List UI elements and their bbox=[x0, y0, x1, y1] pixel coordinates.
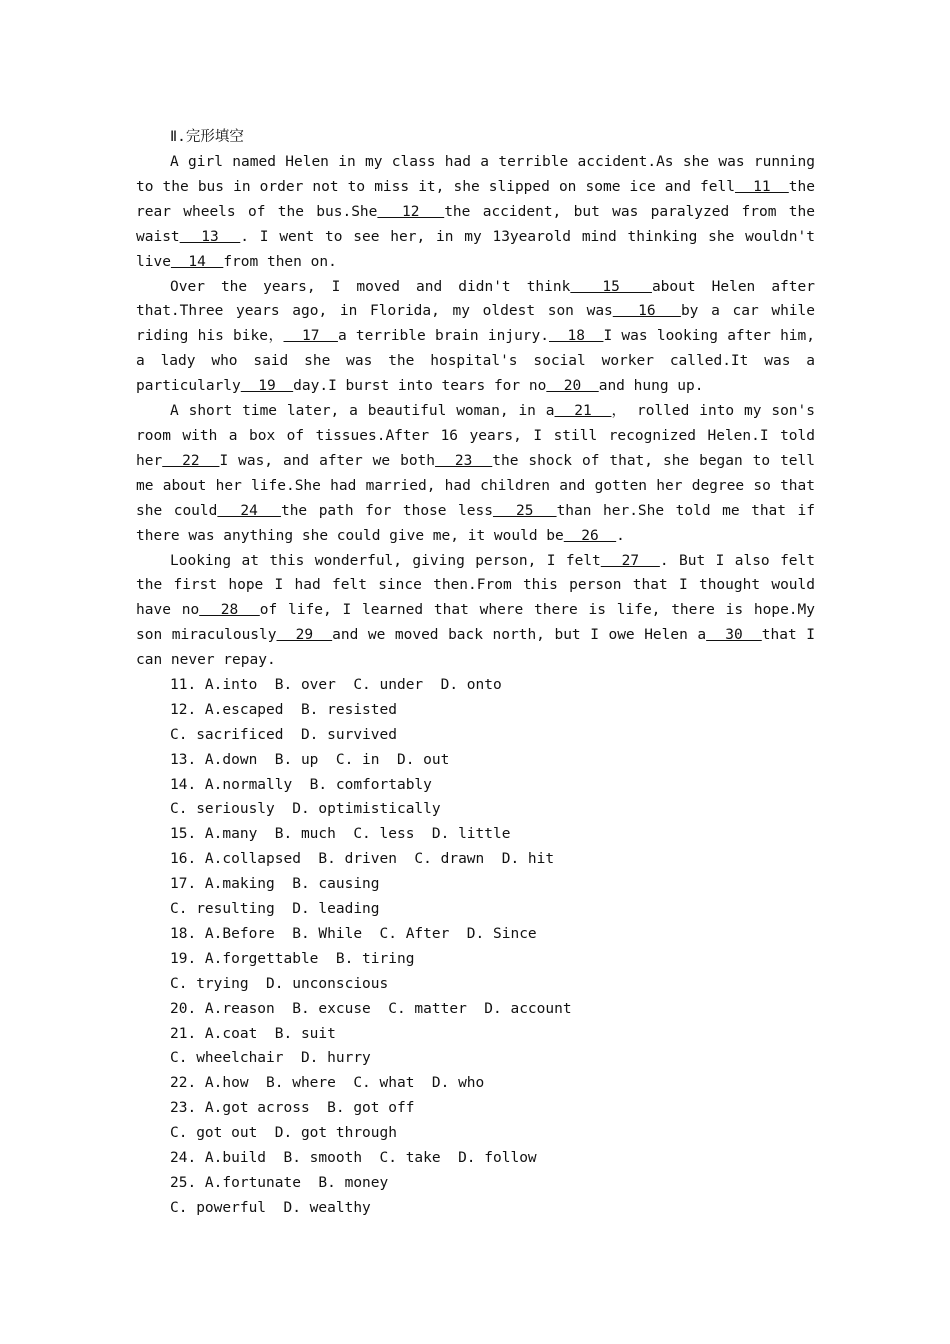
passage-text: I was looking after him, a lady who said she was the hospital's social worker called.It was a particularly bbox=[136, 328, 816, 395]
option-line: C. powerful D. wealthy bbox=[170, 1199, 371, 1216]
option-line: C. sacrificed D. survived bbox=[170, 726, 397, 743]
blank-22: 22 bbox=[162, 452, 220, 469]
section-title: Ⅱ.完形填空 bbox=[170, 129, 244, 145]
paragraph-indent bbox=[136, 279, 170, 295]
blank-11: 11 bbox=[734, 178, 789, 195]
passage-text: . But I also felt the first hope I had felt since then.From this person that I thought would have no bbox=[136, 552, 815, 619]
option-line: C. resulting D. leading bbox=[170, 901, 380, 918]
blank-24: 24 bbox=[217, 502, 281, 519]
option-line: 16. A.collapsed B. driven C. drawn D. hit bbox=[170, 851, 555, 868]
blank-21: 21 bbox=[554, 403, 612, 420]
passage-text: a terrible brain injury. bbox=[337, 328, 549, 345]
blank-26: 26 bbox=[563, 527, 617, 544]
passage-text: that I can never repay. bbox=[136, 627, 815, 669]
paragraph-indent bbox=[136, 403, 170, 419]
passage-text: . I went to see her, in my 13yearold mind thinking she wouldn't live bbox=[136, 228, 815, 270]
document-page bbox=[136, 124, 815, 1221]
passage-paragraph-3 bbox=[136, 399, 815, 548]
passage-text: about Helen after that.Three years ago, in Florida, my oldest son was bbox=[136, 278, 815, 320]
blank-13: 13 bbox=[179, 228, 241, 245]
passage-text: the accident, but was paralyzed from the waist bbox=[136, 203, 815, 245]
passage-text: by a car while riding his bike， bbox=[136, 303, 816, 345]
option-line: C. trying D. unconscious bbox=[170, 975, 389, 992]
option-line: 13. A.down B. up C. in D. out bbox=[170, 751, 450, 768]
blank-17: 17 bbox=[283, 328, 338, 345]
blank-30: 30 bbox=[706, 627, 762, 644]
blank-25: 25 bbox=[492, 502, 557, 519]
passage-text: I was, and after we both bbox=[219, 452, 436, 469]
blank-23: 23 bbox=[435, 452, 493, 469]
paragraph-indent bbox=[136, 154, 170, 170]
option-line: 21. A.coat B. suit bbox=[170, 1025, 336, 1042]
blank-19: 19 bbox=[240, 378, 294, 395]
option-line: 12. A.escaped B. resisted bbox=[170, 701, 397, 718]
passage-text: day.I burst into tears for no bbox=[293, 378, 547, 395]
passage-text: Looking at this wonderful, giving person, I felt bbox=[170, 552, 601, 569]
option-line: 11. A.into B. over C. under D. onto bbox=[170, 677, 502, 694]
passage-text: than her.She told me that if there was anything she could give me, it would be bbox=[136, 502, 815, 544]
blank-29: 29 bbox=[276, 627, 333, 644]
passage-text: . bbox=[616, 527, 625, 544]
option-line: 24. A.build B. smooth C. take D. follow bbox=[170, 1149, 537, 1166]
option-line: 25. A.fortunate B. money bbox=[170, 1174, 389, 1191]
blank-27: 27 bbox=[600, 552, 660, 569]
answer-options bbox=[136, 673, 815, 1221]
option-line: 14. A.normally B. comfortably bbox=[170, 776, 432, 793]
option-line: 18. A.Before B. While C. After D. Since bbox=[170, 925, 537, 942]
blank-15: 15 bbox=[570, 278, 652, 295]
passage-text: A girl named Helen in my class had a terrible accident.As she was running to the bus in order not to miss it, she slipped on some ice and fell bbox=[136, 154, 815, 195]
passage-text: the shock of that, she began to tell me about her life.She had married, had children and gotten her degree so that she could bbox=[136, 452, 815, 519]
option-line: C. wheelchair D. hurry bbox=[170, 1050, 371, 1067]
passage-text: from then on. bbox=[223, 253, 337, 270]
passage-text: and hung up. bbox=[598, 378, 704, 395]
passage-text: and we moved back north, but I owe Helen a bbox=[332, 627, 707, 644]
passage-text: the rear wheels of the bus.She bbox=[136, 178, 815, 220]
option-line: 19. A.forgettable B. tiring bbox=[170, 950, 415, 967]
option-line: 23. A.got across B. got off bbox=[170, 1100, 415, 1117]
passage-paragraph-1 bbox=[136, 150, 815, 275]
option-line: 15. A.many B. much C. less D. little bbox=[170, 826, 511, 843]
passage-text: the path for those less bbox=[280, 502, 493, 519]
passage-paragraph-4 bbox=[136, 549, 815, 674]
passage-text: Over the years, I moved and didn't think bbox=[170, 278, 571, 295]
blank-16: 16 bbox=[612, 303, 681, 320]
paragraph-indent bbox=[136, 553, 170, 569]
blank-18: 18 bbox=[549, 328, 604, 345]
passage-paragraph-2 bbox=[136, 275, 815, 400]
blank-28: 28 bbox=[199, 602, 260, 619]
option-line: C. got out D. got through bbox=[170, 1125, 397, 1142]
passage-text: of life, I learned that where there is life, there is hope.My son miraculously bbox=[136, 602, 815, 644]
option-line: 20. A.reason B. excuse C. matter D. account bbox=[170, 1000, 572, 1017]
blank-14: 14 bbox=[170, 253, 224, 270]
option-line: 17. A.making B. causing bbox=[170, 876, 380, 893]
blank-20: 20 bbox=[546, 378, 599, 395]
blank-12: 12 bbox=[377, 203, 445, 220]
passage-text: A short time later, a beautiful woman, in a bbox=[170, 403, 555, 420]
option-line: C. seriously D. optimistically bbox=[170, 801, 441, 818]
passage-text: ， rolled into my son's room with a box of tissues.After 16 years, I still recognized Helen.I told her bbox=[136, 403, 815, 469]
option-line: 22. A.how B. where C. what D. who bbox=[170, 1075, 485, 1092]
